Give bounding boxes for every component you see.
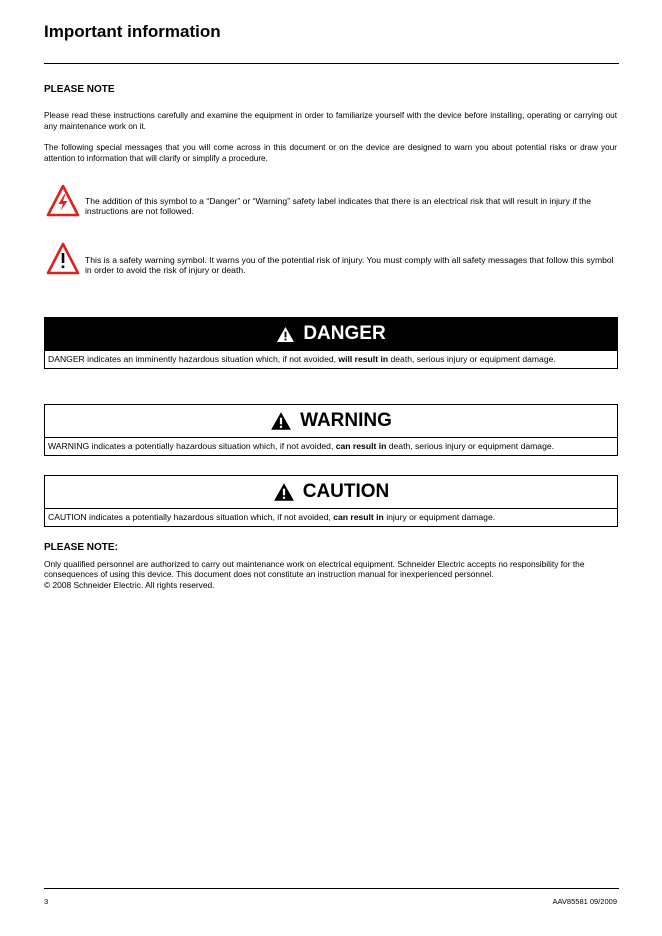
safety-symbol-text: This is a safety warning symbol. It warns you of the potential risk of injury. You must comply with all safety messages that follow this symbol in order to avoid the risk of injury or death. [85, 255, 614, 276]
please-note-2-heading: PLEASE NOTE: [44, 542, 118, 553]
caution-label: CAUTION [302, 481, 390, 502]
warning-text-after: death, serious injury or equipment damage. [386, 441, 555, 451]
warning-text-bold: can result in [335, 441, 387, 451]
warning-label: WARNING [300, 410, 392, 431]
warning-text-before: WARNING indicates a potentially hazardous situation which, if not avoided, [48, 441, 336, 451]
intro-paragraph-2: The following special messages that you will come across in this document or on the device are designed to warn you about potential risks or draw your attention to information that will clarify or simplify a procedure. [44, 143, 617, 163]
document-reference: AAV85581 09/2009 [552, 897, 617, 906]
warning-triangle-icon [273, 482, 295, 502]
danger-text-bold: will result in [338, 354, 389, 364]
page-number: 3 [44, 897, 49, 906]
caution-header [45, 476, 617, 509]
page-title: Important information [44, 22, 221, 41]
header-divider [44, 63, 619, 64]
warning-box [44, 404, 618, 456]
warning-header [45, 405, 617, 438]
danger-box [44, 317, 618, 369]
copyright-text: © 2008 Schneider Electric. All rights reserved. [44, 579, 215, 590]
intro-paragraph-1: Please read these instructions carefully and examine the equipment in order to familiarize yourself with the device before installing, operating or carrying out any maintenance work on it. [44, 111, 617, 131]
danger-text-after: death, serious injury or equipment damage. [388, 354, 556, 364]
danger-label: DANGER [303, 323, 386, 344]
please-note-heading: PLEASE NOTE [44, 84, 115, 95]
warning-triangle-icon [276, 326, 295, 343]
caution-text-before: CAUTION indicates a potentially hazardous situation which, if not avoided, [48, 512, 334, 522]
caution-description [45, 509, 617, 526]
qualified-personnel-text: Only qualified personnel are authorized to carry out maintenance work on electrical equipment. Schneider Electric accepts no responsibility for the consequences of using this device. This document does not constitute an instruction manual for inexperienced personnel. [44, 559, 585, 580]
warning-description [45, 438, 617, 455]
danger-text-before: DANGER indicates an imminently hazardous situation which, if not avoided, [48, 354, 339, 364]
electrical-symbol-text: The addition of this symbol to a “Danger” or “Warning” safety label indicates that there is an electrical risk that will result in injury if the instructions are not followed. [85, 196, 591, 217]
safety-alert-icon [46, 242, 80, 276]
caution-text-bold: can result in [333, 512, 384, 522]
please-note-2-text [44, 559, 619, 590]
warning-triangle-icon [270, 411, 292, 431]
danger-description [45, 351, 617, 368]
electrical-hazard-icon [46, 184, 80, 218]
footer-divider [44, 888, 619, 889]
caution-box [44, 475, 618, 527]
caution-text-after: injury or equipment damage. [383, 512, 496, 522]
danger-header [45, 318, 617, 351]
